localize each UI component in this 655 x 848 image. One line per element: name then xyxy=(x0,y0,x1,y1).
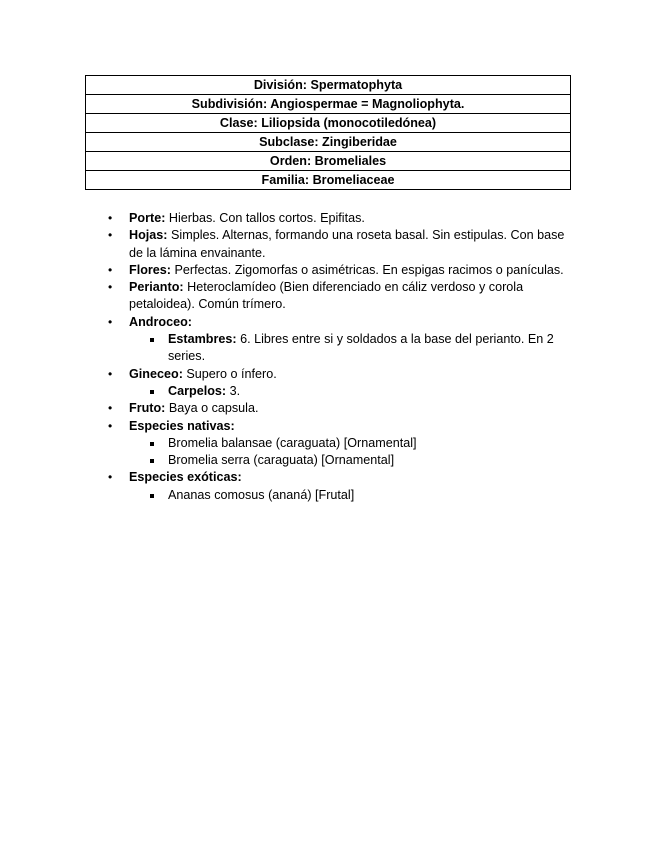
item-text: Supero o ínfero. xyxy=(182,366,277,381)
item-text: Simples. Alternas, formando una roseta basal. Sin estipulas. Con base de la lámina envainante. xyxy=(129,228,565,260)
item-text: Bromelia balansae (caraguata) [Ornamental] xyxy=(168,435,417,450)
square-bullet-icon xyxy=(150,459,154,463)
item-label: Carpelos: xyxy=(168,383,227,398)
item-text: Baya o capsula. xyxy=(165,401,259,416)
item-label: Perianto: xyxy=(129,280,184,295)
square-bullet-icon xyxy=(150,338,154,342)
bullet-icon: • xyxy=(108,366,113,381)
item-text: Ananas comosus (ananá) [Frutal] xyxy=(168,487,355,502)
list-item-especies-nativas xyxy=(105,418,575,435)
bullet-icon: • xyxy=(108,262,113,277)
clase-cell: Clase: Liliopsida (monocotiledónea) xyxy=(86,114,571,133)
bullet-icon: • xyxy=(108,280,113,295)
sublist-item-nativa-2 xyxy=(105,452,575,469)
sublist-item-carpelos xyxy=(105,383,575,400)
item-text: Heteroclamídeo (Bien diferenciado en cáliz verdoso y corola petaloidea). Común trímero. xyxy=(129,280,524,312)
familia-cell: Familia: Bromeliaceae xyxy=(86,171,571,190)
table-row xyxy=(86,76,571,95)
item-label: Hojas: xyxy=(129,228,168,243)
subdivision-cell: Subdivisión: Angiospermae = Magnoliophyta. xyxy=(86,95,571,114)
list-item-perianto xyxy=(105,279,575,314)
bullet-icon: • xyxy=(108,314,113,329)
bullet-icon: • xyxy=(108,211,113,225)
item-label: Flores: xyxy=(129,262,171,277)
sublist-item-exotica-1 xyxy=(105,487,575,504)
item-text: 6. Libres entre si y soldados a la base del perianto. En 2 series. xyxy=(168,332,554,364)
list-item-porte xyxy=(105,210,575,227)
characteristics-list xyxy=(105,210,575,504)
square-bullet-icon xyxy=(150,390,154,394)
subclase-cell: Subclase: Zingiberidae xyxy=(86,133,571,152)
list-item-hojas xyxy=(105,227,575,262)
division-cell: División: Spermatophyta xyxy=(86,76,571,95)
item-text: Bromelia serra (caraguata) [Ornamental] xyxy=(168,453,395,468)
bullet-icon: • xyxy=(108,401,113,416)
table-row xyxy=(86,133,571,152)
sublist-item-estambres xyxy=(105,331,575,366)
item-label: Especies nativas: xyxy=(129,418,235,433)
orden-cell: Orden: Bromeliales xyxy=(86,152,571,171)
taxonomy-table xyxy=(85,75,571,190)
table-row xyxy=(86,171,571,190)
table-row xyxy=(86,152,571,171)
list-item-gineceo xyxy=(105,366,575,383)
table-row xyxy=(86,114,571,133)
item-text: Perfectas. Zigomorfas o asimétricas. En espigas racimos o panículas. xyxy=(171,262,564,277)
list-item-flores xyxy=(105,262,575,279)
item-label: Fruto: xyxy=(129,401,166,416)
item-label: Estambres: xyxy=(168,332,237,347)
table-row xyxy=(86,95,571,114)
square-bullet-icon xyxy=(150,442,154,446)
sublist-item-nativa-1 xyxy=(105,435,575,452)
item-label: Gineceo: xyxy=(129,366,183,381)
item-text: Hierbas. Con tallos cortos. Epifitas. xyxy=(165,211,365,225)
list-item-androceo xyxy=(105,314,575,331)
list-item-fruto xyxy=(105,400,575,417)
bullet-icon: • xyxy=(108,228,113,243)
item-label: Especies exóticas: xyxy=(129,470,242,485)
bullet-icon: • xyxy=(108,418,113,433)
item-label: Androceo: xyxy=(129,314,192,329)
square-bullet-icon xyxy=(150,494,154,498)
list-item-especies-exoticas xyxy=(105,469,575,486)
item-label: Porte: xyxy=(129,211,166,225)
bullet-icon: • xyxy=(108,470,113,485)
item-text: 3. xyxy=(226,383,241,398)
